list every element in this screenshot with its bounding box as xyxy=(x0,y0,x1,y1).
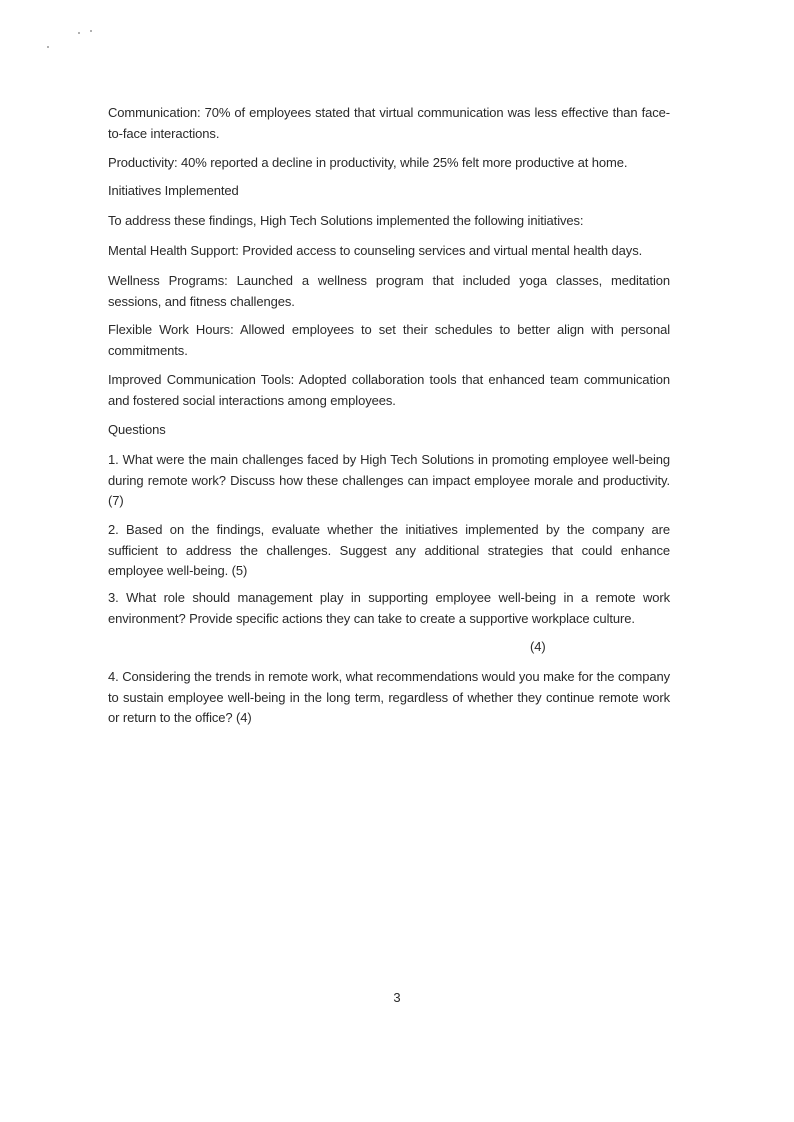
question-3: 3. What role should management play in supporting employee well-being in a remote work environment? Provide specific actions they can take to create a supportive workplace culture. xyxy=(108,590,670,626)
section-heading-questions: Questions xyxy=(108,422,166,437)
question-2: 2. Based on the findings, evaluate whether the initiatives implemented by the company are sufficient to address the challenges. Suggest any additional strategies that could enhance employee well-being. (5) xyxy=(108,522,670,578)
question-4: 4. Considering the trends in remote work, what recommendations would you make for the company to sustain employee well-being in the long term, regardless of whether they continue remote work or return to the office? (4) xyxy=(108,669,670,725)
finding-productivity: Productivity: 40% reported a decline in productivity, while 25% felt more productive at home. xyxy=(108,155,628,170)
scan-speck xyxy=(90,30,92,32)
finding-communication: Communication: 70% of employees stated that virtual communication was less effective than face-to-face interactions. xyxy=(108,105,670,141)
scan-speck xyxy=(78,32,80,34)
initiative-flexible-hours: Flexible Work Hours: Allowed employees to set their schedules to better align with personal commitments. xyxy=(108,322,670,358)
question-1: 1. What were the main challenges faced by High Tech Solutions in promoting employee well-being during remote work? Discuss how these challenges can impact employee morale and productivity. (7) xyxy=(108,452,670,508)
initiatives-intro: To address these findings, High Tech Solutions implemented the following initiatives: xyxy=(108,213,584,228)
initiative-wellness: Wellness Programs: Launched a wellness program that included yoga classes, meditation sessions, and fitness challenges. xyxy=(108,273,670,309)
initiative-mental-health: Mental Health Support: Provided access to counseling services and virtual mental health days. xyxy=(108,243,643,258)
section-heading-initiatives: Initiatives Implemented xyxy=(108,183,239,198)
question-3-marks: (4) xyxy=(530,639,546,654)
page-number: 3 xyxy=(393,990,401,1005)
initiative-communication-tools: Improved Communication Tools: Adopted collaboration tools that enhanced team communication and fostered social interactions among employees. xyxy=(108,372,670,408)
scan-speck xyxy=(47,46,49,48)
